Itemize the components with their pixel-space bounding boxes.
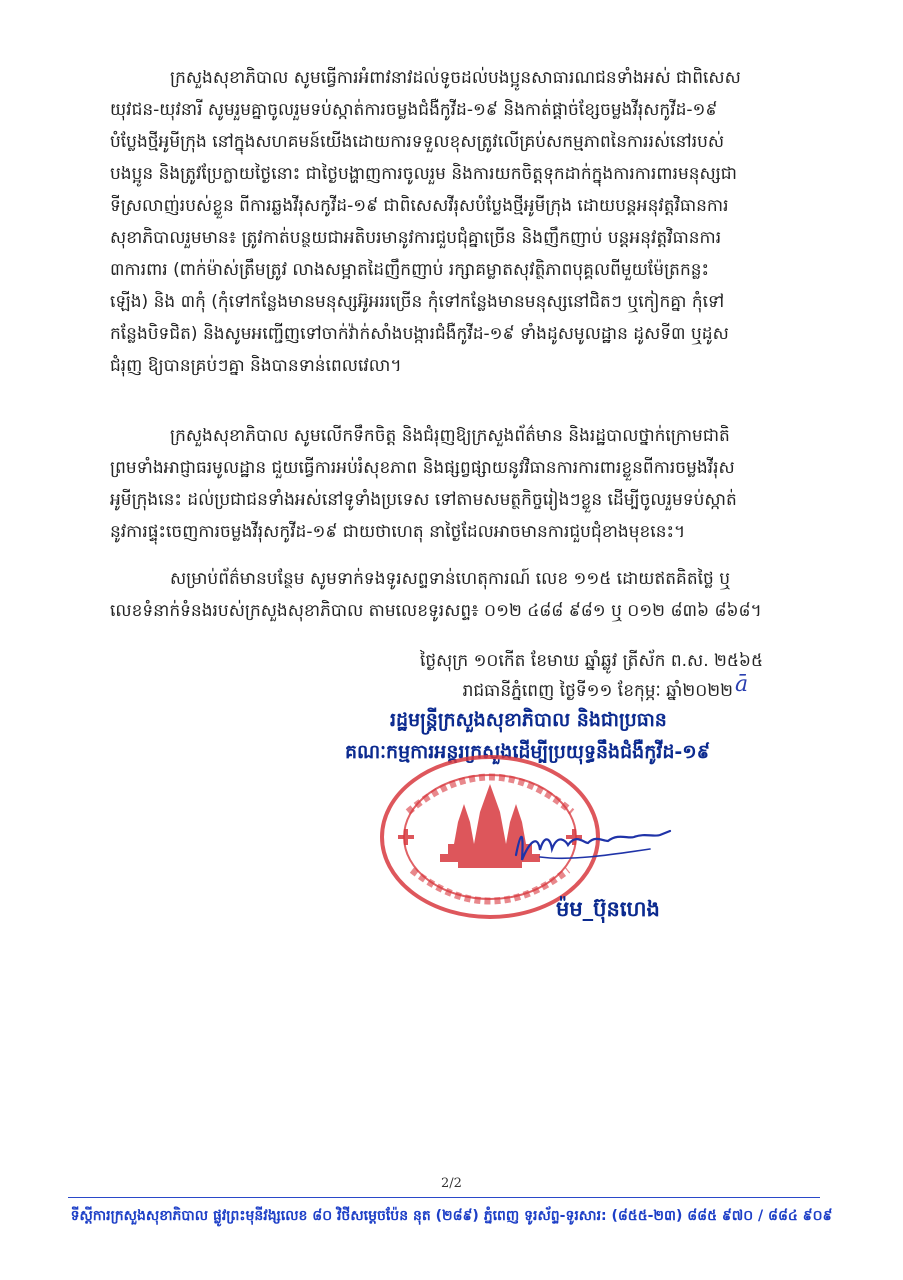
paragraph-line: បំប្លែងថ្មីអូមីក្រុង នៅក្នុងសហគមន៍យើងដោយការទទួលខុសត្រូវលើគ្រប់សកម្មភាពនៃការរស់នៅរបស់ bbox=[110, 132, 725, 152]
initial-mark: ā bbox=[735, 672, 749, 697]
paragraph-line: លេខទំនាក់ទំនងរបស់ក្រសួងសុខាភិបាល តាមលេខទូរសព្ទ៖ ០១២ ៤៨៨ ៩៨១ ឬ ០១២ ៨៣៦ ៨៦៨។ bbox=[110, 601, 762, 621]
paragraph-1 bbox=[110, 62, 810, 382]
paragraph-line: ក្រសួងសុខាភិបាល សូមលើកទឹកចិត្ត និងជំរុញឱ្យក្រសួងព័ត៌មាន និងរដ្ឋបាលថ្នាក់ក្រោមជាតិ bbox=[170, 426, 730, 446]
handwritten-signature bbox=[510, 815, 680, 875]
lunar-date: ថ្ងៃសុក្រ ១០កើត ខែមាឃ ឆ្នាំឆ្លូវ ត្រីស័ក ព.ស. ២៥៦៥ bbox=[419, 651, 763, 671]
signatory-title-line-2: គណៈកម្មការអន្តរក្រសួងដើម្បីប្រយុទ្ធនឹងជំងឺកូវីដ-១៩ bbox=[345, 741, 711, 763]
paragraph-line: ៣ការពារ (ពាក់ម៉ាស់ត្រឹមត្រូវ លាងសម្អាតដៃញឹកញាប់ រក្សាគម្លាតសុវត្ថិភាពបុគ្គលពីមួយម៉ែត្រកន្លះ bbox=[110, 260, 710, 280]
paragraph-line: នូវការផ្ទុះចេញការចម្លងវីរុសកូវីដ-១៩ ជាយថាហេតុ នាថ្ងៃដែលអាចមានការជួបជុំខាងមុខនេះ។ bbox=[110, 522, 686, 542]
paragraph-line: បងប្អូន និងត្រូវប្រែក្លាយថ្ងៃនោះ ជាថ្ងៃបង្ហាញការចូលរួម និងការយកចិត្តទុកដាក់ក្នុងការការពារមនុស្សជា bbox=[110, 164, 737, 184]
paragraph-3 bbox=[110, 563, 810, 627]
paragraph-2 bbox=[110, 420, 810, 548]
paragraph-line: អូមីក្រុងនេះ ដល់ប្រជាជនទាំងអស់នៅទូទាំងប្រទេស ទៅតាមសមត្ថកិច្ចរៀងៗខ្លួន ដើម្បីចូលរួមទប់ស្កាត់ bbox=[110, 490, 737, 510]
page-number: 2/2 bbox=[441, 1176, 462, 1191]
paragraph-line: យុវជន-យុវនារី សូមរួមគ្នាចូលរួមទប់ស្កាត់ការចម្លងជំងឺកូវីដ-១៩ និងកាត់ផ្តាច់ខ្សែចម្លងវីរុសកូវីដ-១៩ bbox=[110, 100, 718, 120]
paragraph-line: ព្រមទាំងអាជ្ញាធរមូលដ្ឋាន ជួយធ្វើការអប់រំសុខភាព និងផ្សព្វផ្សាយនូវវិធានការការពារខ្លួនពីការចម្លងវីរុស bbox=[110, 458, 735, 478]
footer-address: ទីស្តីការក្រសួងសុខាភិបាល ផ្លូវព្រះមុនីវង្សលេខ ៨០ វិថីសម្តេចប៉ែន នុត (២៨៩) ភ្នំពេញ ទូរស័ព្ទ-ទូរសារ: (៨៥៥-២៣) ៨៨៥ ៩៧០ / ៨៨៤ ៩០៩ bbox=[70, 1208, 833, 1224]
paragraph-line: ក្រសួងសុខាភិបាល សូមធ្វើការអំពាវនាវដល់ទូចដល់បងប្អូនសាធារណជនទាំងអស់ ជាពិសេស bbox=[170, 68, 741, 88]
signatory-name: ម៉ម_ប៊ុនហេង bbox=[556, 897, 660, 921]
issue-date: រាជធានីភ្នំពេញ ថ្ងៃទី១១ ខែកុម្ភៈ ឆ្នាំ២០២២ bbox=[462, 681, 733, 701]
footer-divider bbox=[68, 1197, 820, 1198]
paragraph-line: ឡើង) និង ៣កុំ (កុំទៅកន្លែងមានមនុស្សអ៊ូអររច្រើន កុំទៅកន្លែងមានមនុស្សនៅជិតៗ ឬកៀកគ្នា កុំទៅ bbox=[110, 292, 725, 312]
paragraph-line: ជំរុញ ឱ្យបានគ្រប់ៗគ្នា និងបានទាន់ពេលវេលា។ bbox=[110, 356, 402, 376]
paragraph-line: កន្លែងបិទជិត) និងសូមអញ្ជើញទៅចាក់វ៉ាក់សាំងបង្ការជំងឺកូវីដ-១៩ ទាំងដូសមូលដ្ឋាន ដូសទី៣ ឬដូស bbox=[110, 324, 729, 344]
signatory-title-line-1: រដ្ឋមន្ត្រីក្រសួងសុខាភិបាល និងជាប្រធាន bbox=[390, 709, 667, 731]
paragraph-line: សុខាភិបាលរួមមាន៖ ត្រូវកាត់បន្ថយជាអតិបរមានូវការជួបជុំគ្នាច្រើន និងញឹកញាប់ បន្តអនុវត្តវិធានការ bbox=[110, 228, 722, 248]
paragraph-line: សម្រាប់ព័ត៌មានបន្ថែម សូមទាក់ទងទូរសព្ទទាន់ហេតុការណ៍ លេខ ១១៥ ដោយឥតគិតថ្លៃ ឬ bbox=[170, 569, 731, 589]
paragraph-line: ទីស្រលាញ់របស់ខ្លួន ពីការឆ្លងវីរុសកូវីដ-១៩ ជាពិសេសវីរុសបំប្លែងថ្មីអូមីក្រុង ដោយបន្តអនុវត្តវិធានការ bbox=[110, 196, 729, 216]
